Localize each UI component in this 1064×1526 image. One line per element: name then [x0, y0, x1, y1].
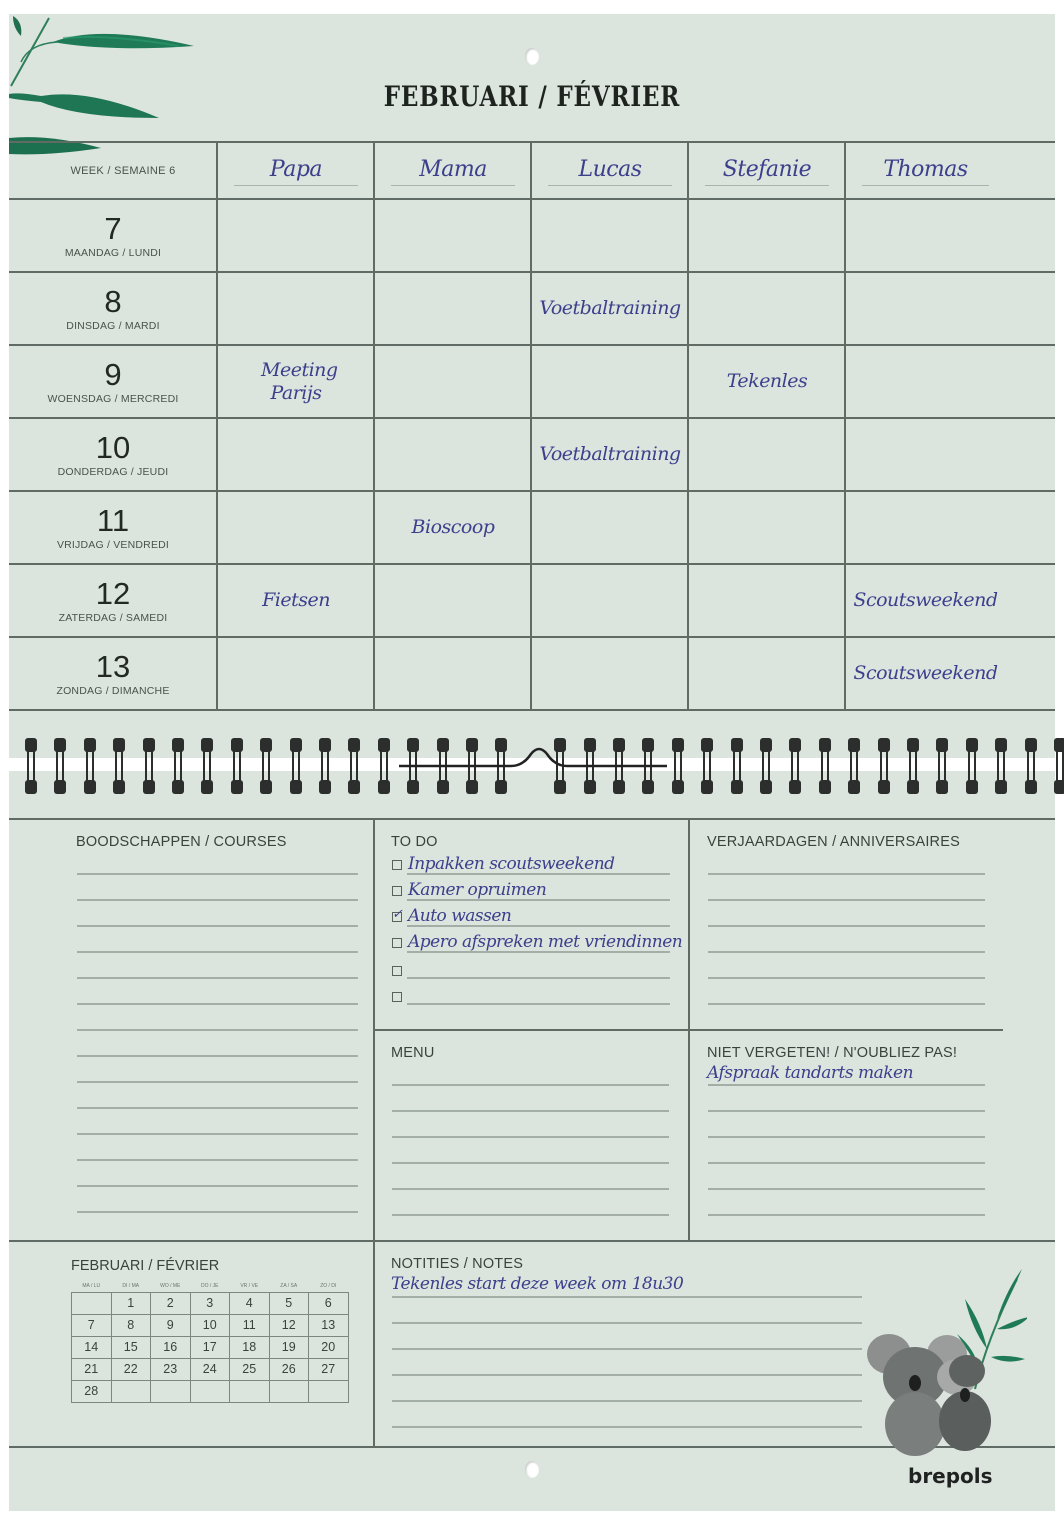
day-name: ZATERDAG / SAMEDI — [58, 611, 168, 624]
mini-calendar-day: 12 — [269, 1314, 309, 1336]
divider — [9, 1240, 1055, 1242]
mini-calendar-day: 16 — [151, 1336, 191, 1358]
entry-cell[interactable] — [530, 273, 688, 344]
planner-page — [9, 14, 1055, 1511]
entry-cell[interactable] — [844, 419, 1055, 490]
section-title: NIET VERGETEN! / N'OUBLIEZ PAS! — [707, 1045, 958, 1061]
day-row — [9, 200, 1055, 273]
write-line — [77, 1159, 358, 1161]
mini-calendar-weekday: DO / JE — [200, 1282, 219, 1289]
day-label-cell — [9, 638, 217, 709]
mini-calendar-day — [151, 1380, 191, 1402]
mini-calendar-day: 24 — [190, 1358, 230, 1380]
mini-calendar-day — [309, 1380, 349, 1402]
mini-calendar-weekday: VR / VE — [240, 1282, 259, 1289]
entry-cell[interactable] — [687, 419, 845, 490]
day-label-cell — [9, 565, 217, 636]
entry-cell[interactable] — [530, 492, 688, 563]
divider — [688, 820, 690, 1242]
entry-text: Bioscoop — [411, 516, 495, 539]
mini-calendar-day: 11 — [230, 1314, 270, 1336]
mini-calendar-day: 23 — [151, 1358, 191, 1380]
mini-calendar-day: 5 — [269, 1292, 309, 1314]
entry-text: Scoutsweekend — [853, 589, 998, 612]
week-label: WEEK / SEMAINE 6 — [70, 164, 176, 177]
todo-text: Kamer opruimen — [408, 880, 547, 900]
mini-calendar-day: 14 — [72, 1336, 112, 1358]
write-line — [407, 1003, 670, 1005]
entry-cell[interactable] — [530, 565, 688, 636]
write-line — [708, 1162, 985, 1164]
spiral-ring — [848, 738, 860, 794]
spiral-ring — [966, 738, 978, 794]
entry-cell[interactable] — [373, 492, 531, 563]
day-row — [9, 638, 1055, 711]
write-line — [77, 1107, 358, 1109]
mini-calendar-day: 1 — [111, 1292, 151, 1314]
write-line — [392, 1110, 669, 1112]
mini-calendar-day — [230, 1380, 270, 1402]
mini-calendar-title: FEBRUARI / FÉVRIER — [71, 1258, 220, 1274]
spiral-ring — [231, 738, 243, 794]
day-number: 9 — [104, 356, 122, 392]
spiral-ring — [348, 738, 360, 794]
day-label-cell — [9, 273, 217, 344]
mini-calendar-day: 4 — [230, 1292, 270, 1314]
checkbox[interactable] — [392, 992, 402, 1002]
mini-calendar-day: 21 — [72, 1358, 112, 1380]
write-line — [77, 951, 358, 953]
mini-calendar-week — [72, 1292, 349, 1314]
spiral-ring — [25, 738, 37, 794]
day-number: 11 — [96, 502, 130, 538]
koala-illustration-icon — [857, 1259, 1027, 1459]
write-line — [708, 899, 985, 901]
mini-calendar-weekday: MA / LU — [82, 1282, 101, 1289]
person-header-mama — [373, 143, 531, 198]
write-line — [77, 1081, 358, 1083]
entry-cell[interactable] — [373, 565, 531, 636]
day-name: WOENSDAG / MERCREDI — [47, 392, 179, 405]
entry-cell[interactable] — [844, 492, 1055, 563]
mini-calendar-day: 28 — [72, 1380, 112, 1402]
spiral-ring — [760, 738, 772, 794]
section-title: TO DO — [391, 834, 438, 850]
entry-cell[interactable] — [216, 200, 374, 271]
write-line — [708, 1110, 985, 1112]
mini-calendar-day: 19 — [269, 1336, 309, 1358]
mini-calendar-day: 2 — [151, 1292, 191, 1314]
person-name: Lucas — [578, 157, 642, 183]
mini-calendar-day: 20 — [309, 1336, 349, 1358]
write-line — [77, 925, 358, 927]
write-line — [77, 899, 358, 901]
mini-calendar-day: 3 — [190, 1292, 230, 1314]
spiral-ring — [878, 738, 890, 794]
mini-calendar-day: 8 — [111, 1314, 151, 1336]
mini-calendar — [71, 1282, 349, 1403]
write-line — [392, 1214, 669, 1216]
todo-item[interactable] — [392, 966, 408, 980]
entry-cell[interactable] — [844, 200, 1055, 271]
person-header-lucas — [530, 143, 688, 198]
day-name: DINSDAG / MARDI — [66, 319, 160, 332]
entry-cell[interactable] — [216, 492, 374, 563]
mini-calendar-day: 26 — [269, 1358, 309, 1380]
mini-calendar-weekday: ZO / DI — [320, 1282, 337, 1289]
entry-cell[interactable] — [373, 200, 531, 271]
spiral-ring — [789, 738, 801, 794]
day-number: 7 — [104, 210, 122, 246]
write-line — [708, 1084, 985, 1086]
write-line — [708, 1136, 985, 1138]
spiral-ring — [54, 738, 66, 794]
spiral-ring — [672, 738, 684, 794]
entry-cell[interactable] — [373, 419, 531, 490]
write-line — [392, 1296, 862, 1298]
mini-calendar-day: 13 — [309, 1314, 349, 1336]
reminder-text: Afspraak tandarts maken — [707, 1063, 914, 1083]
todo-item[interactable] — [392, 906, 511, 926]
day-name: DONDERDAG / JEUDI — [57, 465, 169, 478]
write-line — [77, 1003, 358, 1005]
entry-cell[interactable] — [216, 638, 374, 709]
spiral-ring — [701, 738, 713, 794]
mini-calendar-day: 22 — [111, 1358, 151, 1380]
entry-cell[interactable] — [373, 273, 531, 344]
write-line — [708, 951, 985, 953]
person-header-papa — [216, 143, 374, 198]
entry-cell[interactable] — [687, 638, 845, 709]
write-line — [392, 1400, 862, 1402]
write-line — [392, 1322, 862, 1324]
spiral-ring — [84, 738, 96, 794]
spiral-ring — [260, 738, 272, 794]
mini-calendar-day: 25 — [230, 1358, 270, 1380]
write-line — [708, 873, 985, 875]
day-name: VRIJDAG / VENDREDI — [56, 538, 170, 551]
boodschappen-section — [76, 834, 358, 850]
day-label-cell — [9, 346, 217, 417]
spiral-ring — [819, 738, 831, 794]
entry-cell[interactable] — [373, 638, 531, 709]
divider — [373, 1029, 1003, 1031]
entry-cell[interactable] — [687, 346, 845, 417]
spiral-ring — [113, 738, 125, 794]
mini-calendar-day: 6 — [309, 1292, 349, 1314]
mini-calendar-day: 27 — [309, 1358, 349, 1380]
spiral-ring — [907, 738, 919, 794]
spiral-ring — [995, 738, 1007, 794]
mini-calendar-day: 7 — [72, 1314, 112, 1336]
checkbox[interactable] — [392, 860, 402, 870]
section-title: VERJAARDAGEN / ANNIVERSAIRES — [707, 834, 960, 850]
entry-cell[interactable] — [844, 638, 1055, 709]
write-line — [77, 977, 358, 979]
spiral-ring — [1054, 738, 1064, 794]
entry-cell[interactable] — [530, 346, 688, 417]
write-line — [708, 977, 985, 979]
write-line — [77, 1185, 358, 1187]
write-line — [708, 1188, 985, 1190]
day-row — [9, 346, 1055, 419]
person-header-stefanie — [687, 143, 845, 198]
person-header-thomas — [844, 143, 1055, 198]
month-title: FEBRUARI / FÉVRIER — [383, 80, 681, 113]
entry-text: Fietsen — [262, 589, 330, 612]
write-line — [392, 1188, 669, 1190]
entry-text: Tekenles — [726, 370, 808, 393]
bottom-hanging-hole — [525, 1461, 539, 1478]
entry-cell[interactable] — [687, 565, 845, 636]
person-name: Papa — [269, 157, 323, 183]
mini-calendar-week — [72, 1380, 349, 1402]
day-row — [9, 419, 1055, 492]
write-line — [708, 1003, 985, 1005]
entry-cell[interactable] — [216, 419, 374, 490]
section-title: MENU — [391, 1045, 435, 1061]
write-line — [77, 1211, 358, 1213]
mini-calendar-day — [72, 1292, 112, 1314]
checkbox[interactable] — [392, 966, 402, 976]
spiral-ring — [378, 738, 390, 794]
day-label-cell — [9, 200, 217, 271]
grid-header-row — [9, 141, 1055, 200]
entry-text: Scoutsweekend — [853, 662, 998, 685]
entry-cell[interactable] — [687, 273, 845, 344]
notes-text: Tekenles start deze week om 18u30 — [391, 1274, 684, 1294]
entry-cell[interactable] — [687, 200, 845, 271]
person-name: Thomas — [883, 157, 968, 183]
mini-calendar-weekday: ZA / SA — [280, 1282, 298, 1289]
day-row — [9, 492, 1055, 565]
mini-calendar-day — [190, 1380, 230, 1402]
spiral-ring — [172, 738, 184, 794]
write-line — [392, 1348, 862, 1350]
day-name: MAANDAG / LUNDI — [64, 246, 162, 259]
spiral-ring — [143, 738, 155, 794]
section-title: BOODSCHAPPEN / COURSES — [76, 834, 287, 850]
mini-calendar-day — [269, 1380, 309, 1402]
mini-calendar-week — [72, 1314, 349, 1336]
day-row — [9, 273, 1055, 346]
top-hanging-hole — [525, 48, 539, 65]
niet-vergeten-section — [707, 1045, 1007, 1083]
write-line — [392, 1136, 669, 1138]
mini-calendar-day: 9 — [151, 1314, 191, 1336]
todo-item[interactable] — [392, 854, 615, 874]
spiral-ring — [731, 738, 743, 794]
divider — [373, 820, 375, 1448]
checkbox-checked[interactable] — [392, 912, 402, 922]
entry-cell[interactable] — [373, 346, 531, 417]
write-line — [392, 1426, 862, 1428]
person-name: Mama — [419, 157, 487, 183]
day-number: 8 — [104, 283, 122, 319]
spiral-ring — [290, 738, 302, 794]
day-name: ZONDAG / DIMANCHE — [56, 684, 170, 697]
todo-item[interactable] — [392, 992, 408, 1006]
day-row — [9, 565, 1055, 638]
mini-calendar-week — [72, 1358, 349, 1380]
mini-calendar-day: 17 — [190, 1336, 230, 1358]
todo-text: Apero afspreken met vriendinnen — [408, 932, 683, 952]
entry-cell[interactable] — [844, 273, 1055, 344]
day-number: 12 — [95, 575, 131, 611]
hanger-wire-icon — [399, 744, 669, 784]
mini-calendar-week — [72, 1336, 349, 1358]
entry-text: Meeting Parijs — [261, 358, 338, 404]
mini-calendar-day — [111, 1380, 151, 1402]
write-line — [708, 1214, 985, 1216]
brand-logo: brepols — [908, 1464, 993, 1488]
checkbox[interactable] — [392, 886, 402, 896]
entry-cell[interactable] — [530, 200, 688, 271]
write-line — [77, 1029, 358, 1031]
mini-calendar-weekday: DI / MA — [122, 1282, 140, 1289]
entry-cell[interactable] — [844, 565, 1055, 636]
entry-cell[interactable] — [530, 638, 688, 709]
mini-calendar-day: 18 — [230, 1336, 270, 1358]
todo-text: Inpakken scoutsweekend — [408, 854, 615, 874]
entry-cell[interactable] — [216, 273, 374, 344]
write-line — [392, 1162, 669, 1164]
mini-calendar-weekday: WO / ME — [160, 1282, 181, 1289]
spiral-binding — [9, 708, 1055, 820]
spiral-ring — [201, 738, 213, 794]
write-line — [77, 1055, 358, 1057]
write-line — [708, 925, 985, 927]
entry-text: Voetbaltraining — [539, 443, 681, 466]
write-line — [407, 977, 670, 979]
spiral-ring — [936, 738, 948, 794]
spiral-ring — [319, 738, 331, 794]
write-line — [77, 1133, 358, 1135]
week-label-cell — [9, 143, 217, 198]
person-name: Stefanie — [722, 157, 812, 183]
mini-calendar-day: 10 — [190, 1314, 230, 1336]
day-label-cell — [9, 419, 217, 490]
spiral-ring — [1025, 738, 1037, 794]
todo-item[interactable] — [392, 932, 682, 952]
todo-item[interactable] — [392, 880, 546, 900]
write-line — [392, 1374, 862, 1376]
entry-cell[interactable] — [844, 346, 1055, 417]
section-title: NOTITIES / NOTES — [391, 1256, 524, 1272]
entry-cell[interactable] — [216, 346, 374, 417]
mini-calendar-day: 15 — [111, 1336, 151, 1358]
entry-cell[interactable] — [687, 492, 845, 563]
write-line — [77, 873, 358, 875]
menu-section — [391, 1045, 673, 1061]
day-label-cell — [9, 492, 217, 563]
entry-cell[interactable] — [530, 419, 688, 490]
write-line — [392, 1084, 669, 1086]
day-number: 10 — [95, 429, 131, 465]
entry-text: Voetbaltraining — [539, 297, 681, 320]
day-number: 13 — [95, 648, 131, 684]
todo-text: Auto wassen — [408, 906, 512, 926]
todo-section — [391, 834, 673, 850]
checkbox[interactable] — [392, 938, 402, 948]
verjaardagen-section — [707, 834, 1007, 850]
entry-cell[interactable] — [216, 565, 374, 636]
